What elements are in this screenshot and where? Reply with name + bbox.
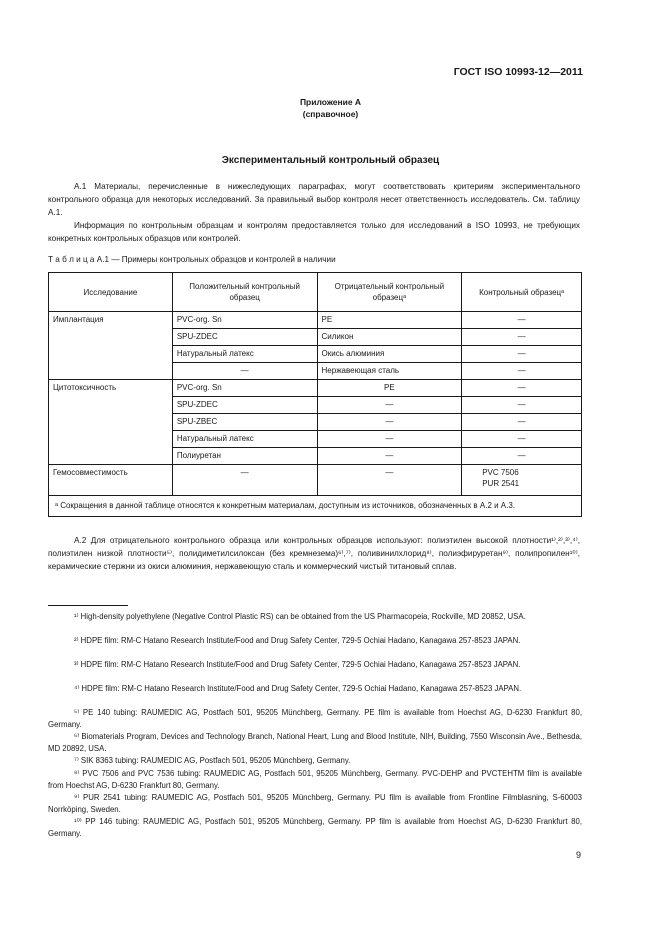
table-row <box>49 329 582 346</box>
table-caption: Т а б л и ц а А.1 — Примеры контрольных образцов и контролей в наличии <box>48 255 336 264</box>
paragraph-a1: А.1 Материалы, перечисленные в нижеследующих параграфах, могут соответствовать критериям экспериментального контрольного образца для некоторых исследований. За правильный выбор контроля несет ответственность исследователь. См. таблицу А.1. <box>48 182 580 217</box>
table-cell: — <box>172 465 317 496</box>
header-negative: Отрицательный контрольный образецᵃ <box>317 273 462 312</box>
footnote-8: ⁸⁾ PVC 7506 and PVC 7536 tubing: RAUMEDIC AG, Postfach 501, 95205 Münchberg, Germany. PVC-DEHP and PVCTEHTM film is available from Hoechst AG, D-6230 Frankfurt 80, Germany. <box>48 769 582 790</box>
table-cell: — <box>462 380 582 397</box>
table-cell <box>49 448 173 465</box>
table-note-row <box>49 496 582 517</box>
table-cell: — <box>462 414 582 431</box>
footnote-9: ⁹⁾ PUR 2541 tubing: RAUMEDIC AG, Postfach 501, 95205 Münchberg, Germany. PU film is available from Frontline Filmblasning, S-60003 Norrköping, Sweden. <box>48 793 582 814</box>
table-cell: — <box>317 431 462 448</box>
header-study: Исследование <box>49 273 173 312</box>
table-cell: PVC 7506 PUR 2541 <box>462 465 582 496</box>
table-cell: Цитотоксичность <box>49 380 173 397</box>
table-cell: SPU-ZDEC <box>172 397 317 414</box>
footnote-6: ⁶⁾ Biomaterials Program, Devices and Technology Branch, National Heart, Lung and Blood Institute, NIH, Building, 7550 Wisconsin Ave., Bethesda, MD 20892, USA. <box>48 732 582 753</box>
table-cell: — <box>462 431 582 448</box>
table-cell: Гемосовместимость <box>49 465 173 496</box>
table-cell: SPU-ZDEC <box>172 329 317 346</box>
table-cell: — <box>317 414 462 431</box>
table-cell <box>49 329 173 346</box>
section-title: Экспериментальный контрольный образец <box>221 155 440 166</box>
table-cell: Полиуретан <box>172 448 317 465</box>
footnote-7: ⁷⁾ SIK 8363 tubing: RAUMEDIC AG, Postfach 501, 95205 Münchberg, Germany. <box>74 756 351 765</box>
table-row <box>49 414 582 431</box>
table-header-row <box>49 273 582 312</box>
table-cell: — <box>462 397 582 414</box>
table-cell: Силикон <box>317 329 462 346</box>
table-cell: Натуральный латекс <box>172 346 317 363</box>
footnote-separator <box>48 605 128 606</box>
table-row <box>49 465 582 496</box>
annex-type: (справочное) <box>302 109 359 119</box>
page-number: 9 <box>575 850 581 860</box>
table-cell: Имплантация <box>49 312 173 329</box>
table-cell: PVC-org. Sn <box>172 380 317 397</box>
table-row <box>49 363 582 380</box>
table-cell: — <box>462 329 582 346</box>
table-row <box>49 431 582 448</box>
table-row <box>49 312 582 329</box>
table-footnote: ᵃ Сокращения в данной таблице относятся к конкретным материалам, доступным из источников, обозначенных в А.2 и А.3. <box>49 496 582 517</box>
footnote-10: ¹⁰⁾ PP 146 tubing: RAUMEDIC AG, Postfach 501, 95205 Münchberg, Germany. PP film is available from Hoechst AG, D-6230 Frankfurt 80, Germany. <box>48 817 582 838</box>
table-cell: — <box>317 397 462 414</box>
table-cell <box>49 414 173 431</box>
table-row <box>49 346 582 363</box>
table-cell: SPU-ZBEC <box>172 414 317 431</box>
table-cell: — <box>462 363 582 380</box>
annex-label: Приложение А <box>299 97 362 107</box>
footnote-4: ⁴⁾ HDPE film: RM-C Hatano Research Institute/Food and Drug Safety Center, 729-5 Ochiai Hadano, Kanagawa 257-8523 JAPAN. <box>74 684 522 693</box>
footnote-5: ⁵⁾ PE 140 tubing: RAUMEDIC AG, Postfach 501, 95205 Münchberg, Germany. PE film is available from Hoechst AG, D-6230 Frankfurt 80, Germany. <box>48 708 582 729</box>
table-cell: — <box>462 346 582 363</box>
table-row <box>49 397 582 414</box>
table-cell: — <box>462 448 582 465</box>
table-row <box>49 448 582 465</box>
table-cell <box>49 397 173 414</box>
table-cell: — <box>317 465 462 496</box>
paragraph-a2: А.2 Для отрицательного контрольного образца или контрольных образцов используют: полиэтилен высокой плотности¹⁾,²⁾,³⁾,⁴⁾, полиэтилен низкой плотности⁵⁾, полидиметилсилоксан (без кремнезема)⁶⁾,⁷⁾, поливинилхлорид⁸⁾, полиэфируретан⁹⁾, полипропилен¹⁰⁾, керамические стержни из окиси алюминия, нержавеющую сталь и коммерческий чистый титановый сплав. <box>48 536 580 571</box>
controls-table <box>48 272 582 517</box>
table-cell: PVC-org. Sn <box>172 312 317 329</box>
header-control: Контрольный образецᵃ <box>462 273 582 312</box>
table-cell: Натуральный латекс <box>172 431 317 448</box>
table-cell <box>49 363 173 380</box>
table-cell: — <box>317 448 462 465</box>
table-cell: PE <box>317 380 462 397</box>
table-cell <box>49 431 173 448</box>
table-cell: PE <box>317 312 462 329</box>
table-cell: — <box>172 363 317 380</box>
footnote-1: ¹⁾ High-density polyethylene (Negative Control Plastic RS) can be obtained from the US Pharmacopeia, Rockville, MD 20852, USA. <box>74 612 526 621</box>
document-id: ГОСТ ISO 10993-12—2011 <box>453 66 583 78</box>
header-positive: Положительный контрольный образец <box>172 273 317 312</box>
table-cell: Окись алюминия <box>317 346 462 363</box>
table-cell: Нержавеющая сталь <box>317 363 462 380</box>
table-row <box>49 380 582 397</box>
footnote-2: ²⁾ HDPE film: RM-C Hatano Research Institute/Food and Drug Safety Center, 729-5 Ochiai Hadano, Kanagawa 257-8523 JAPAN. <box>74 636 521 645</box>
table-cell <box>49 346 173 363</box>
footnote-3: ³⁾ HDPE film: RM-C Hatano Research Institute/Food and Drug Safety Center, 729-5 Ochiai Hadano, Kanagawa 257-8523 JAPAN. <box>74 660 521 669</box>
table-cell: — <box>462 312 582 329</box>
paragraph-a1-info: Информация по контрольным образцам и контролям предоставляется только для исследований в ISO 10993, не требующих конкретных контрольных образцов или контролей. <box>48 221 580 243</box>
